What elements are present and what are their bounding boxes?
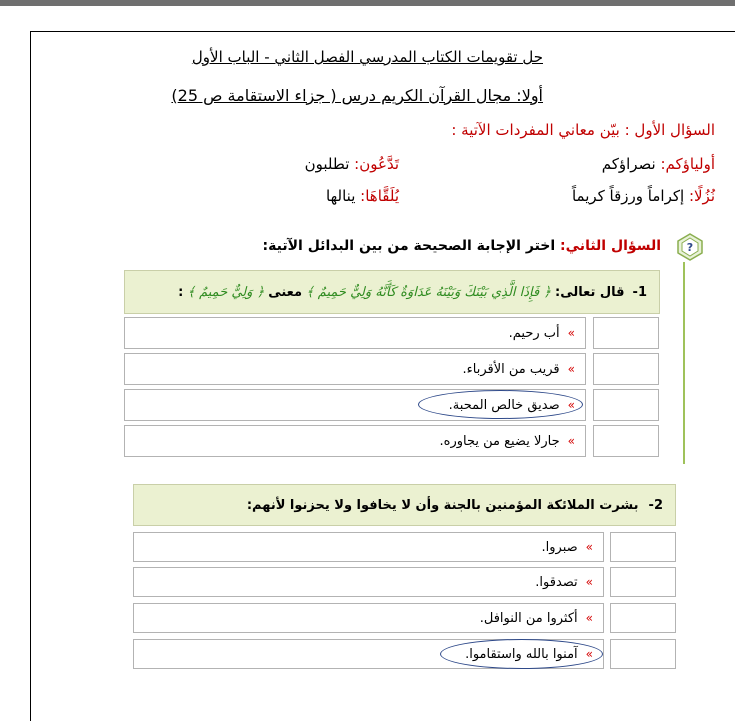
arrow-icon: » xyxy=(567,362,575,376)
answer-option[interactable]: » أكثروا من النوافل. xyxy=(133,603,604,633)
question1-title: السؤال الأول : بيّن معاني المفردات الآتية : xyxy=(451,121,715,139)
vocab-meaning: تطلبون xyxy=(304,155,350,173)
svg-text:?: ? xyxy=(686,241,694,254)
vocab-item xyxy=(326,187,399,205)
page-subtitle: أولا: مجال القرآن الكريم درس ( جزاء الاستقامة ص 25) xyxy=(171,86,543,105)
answer-option[interactable]: » صبروا. xyxy=(133,532,604,562)
answer-option[interactable]: » قريب من الأقرباء. xyxy=(124,353,586,385)
answer-checkbox[interactable] xyxy=(593,425,659,457)
arrow-icon: » xyxy=(585,575,593,589)
arrow-icon: » xyxy=(585,611,593,625)
vocab-meaning: إكراماً ورزقاً كريماً xyxy=(571,187,685,205)
arrow-icon: » xyxy=(567,434,575,448)
question2-title: السؤال الثاني: اختر الإجابة الصحيحة من بين البدائل الآتية: xyxy=(262,238,661,254)
answer-checkbox[interactable] xyxy=(593,317,659,349)
answer-checkbox[interactable] xyxy=(593,389,659,421)
answer-checkbox[interactable] xyxy=(593,353,659,385)
vocab-meaning: ينالها xyxy=(326,187,356,205)
answer-option-selected[interactable]: » آمنوا بالله واستقاموا. xyxy=(133,639,604,669)
answer-option[interactable]: » جارلا يضيع من يجاوره. xyxy=(124,425,586,457)
vocab-item xyxy=(602,155,715,173)
vocab-item xyxy=(572,187,715,205)
question-banner-2: 2- بشرت الملائكة المؤمنين بالجنة وأن لا يخافوا ولا يحزنوا لأنهم: xyxy=(133,484,676,526)
answer-checkbox[interactable] xyxy=(610,639,676,669)
arrow-icon: » xyxy=(585,647,593,661)
section-divider xyxy=(683,262,685,464)
answer-checkbox[interactable] xyxy=(610,567,676,597)
answer-option[interactable]: » أب رحيم. xyxy=(124,317,586,349)
vocab-word: تَدَّعُون: xyxy=(354,155,399,173)
question-book-icon xyxy=(675,232,705,262)
vocab-item xyxy=(305,155,399,173)
arrow-icon: » xyxy=(567,398,575,412)
vocab-meaning: نصراؤكم xyxy=(601,155,656,173)
vocab-word: نُزُلًا: xyxy=(688,187,715,205)
top-bar xyxy=(0,0,735,6)
quran-verse: ﴿ فَإِذَا الَّذِي بَيْنَكَ وَبَيْنَهُ عَدَاوَةٌ كَأَنَّهُ وَلِيٌّ حَمِيمٌ ﴾ xyxy=(306,284,551,300)
answer-option[interactable]: » تصدقوا. xyxy=(133,567,604,597)
arrow-icon: » xyxy=(585,540,593,554)
vocab-word: أولياؤكم: xyxy=(660,155,715,173)
answer-option-selected[interactable]: » صديق خالص المحبة. xyxy=(124,389,586,421)
arrow-icon: » xyxy=(567,326,575,340)
quran-word: ﴿ وَلِيٌّ حَمِيمٌ ﴾ xyxy=(187,284,265,300)
answer-checkbox[interactable] xyxy=(610,532,676,562)
vocab-word: يُلَقَّاهَا: xyxy=(360,187,399,205)
answer-checkbox[interactable] xyxy=(610,603,676,633)
question-banner-1: 1- قال تعالى: ﴿ فَإِذَا الَّذِي بَيْنَكَ وَبَيْنَهُ عَدَاوَةٌ كَأَنَّهُ وَلِيٌّ حَمِيمٌ ﴾ معنى ﴿ وَلِيٌّ حَمِيمٌ ﴾ : xyxy=(124,270,660,314)
page-title: حل تقويمات الكتاب المدرسي الفصل الثاني - الباب الأول xyxy=(191,48,543,66)
